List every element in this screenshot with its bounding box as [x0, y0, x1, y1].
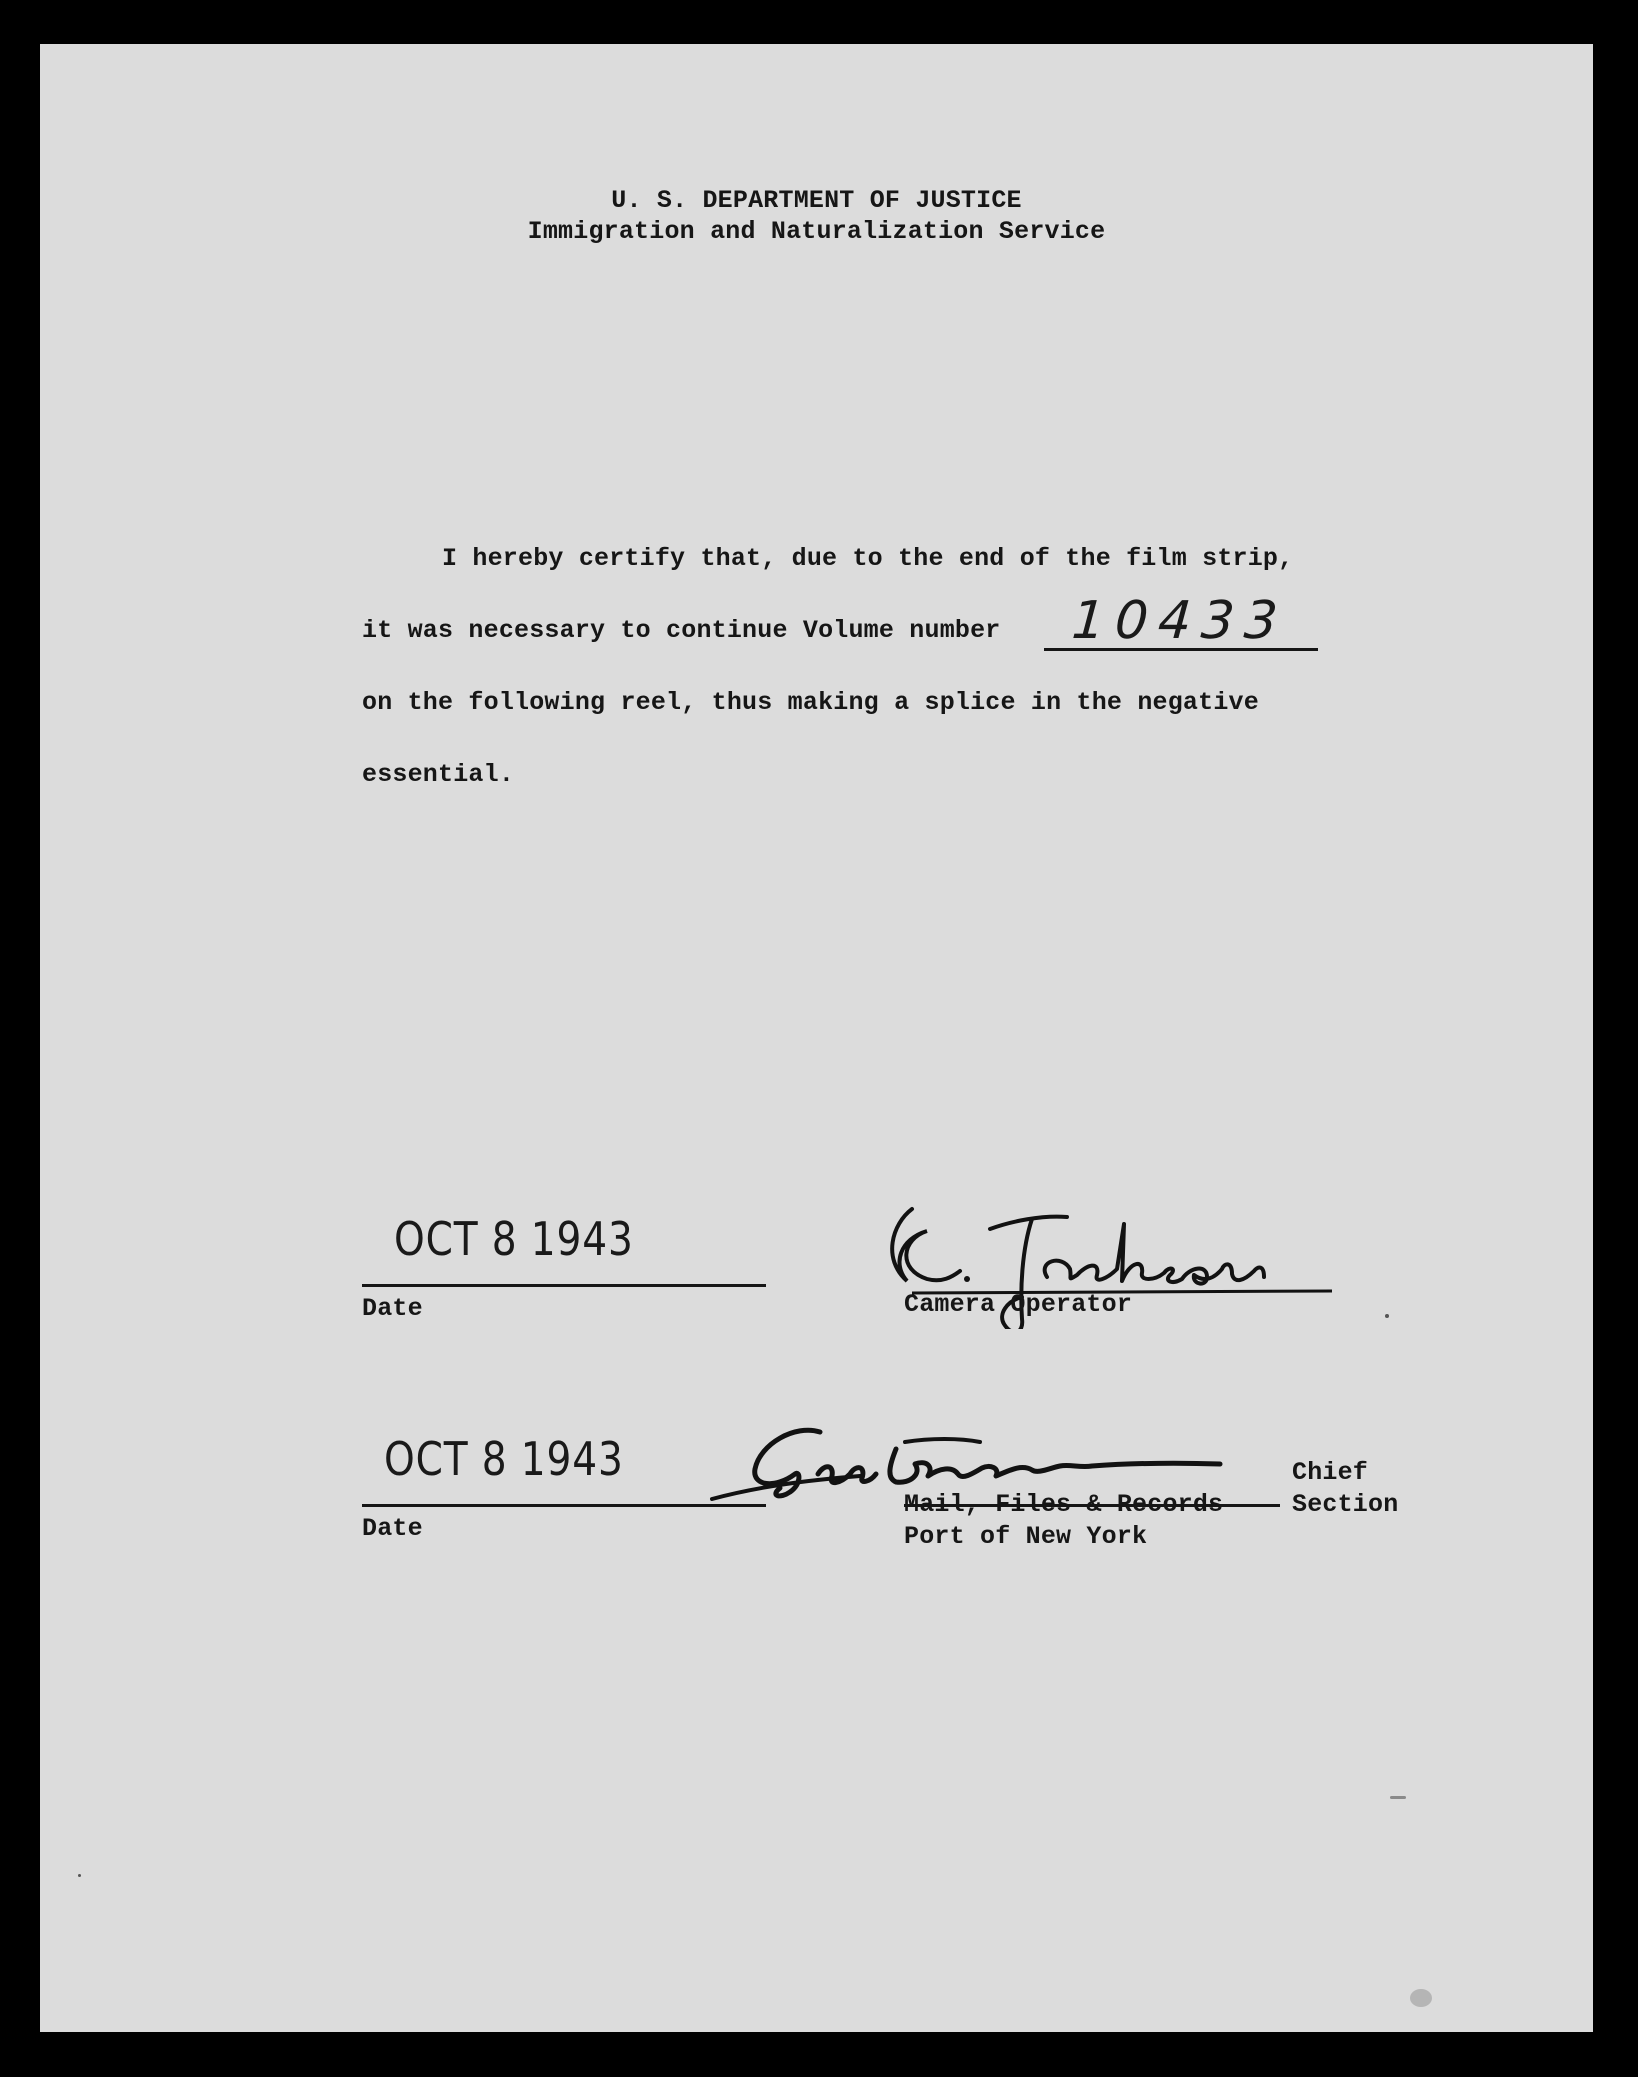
- scan-speck: [1390, 1796, 1406, 1799]
- title-line-1: Mail, Files & Records: [904, 1490, 1224, 1519]
- date-label-1: Date: [362, 1294, 423, 1323]
- title-line-2: Port of New York: [904, 1522, 1148, 1551]
- date-underline-1: [362, 1284, 766, 1287]
- document-page: [40, 44, 1593, 2032]
- title-chief: Chief: [1292, 1458, 1369, 1487]
- header-service: Immigration and Naturalization Service: [527, 217, 1106, 246]
- body-line-3: on the following reel, thus making a splice in the negative: [362, 688, 1259, 717]
- body-line-2: it was necessary to continue Volume number: [362, 616, 1001, 645]
- body-line-1: I hereby certify that, due to the end of the film strip,: [442, 544, 1294, 573]
- volume-number: 10433: [1069, 591, 1290, 651]
- scan-speck: [1410, 1989, 1432, 2007]
- header-department: U. S. DEPARTMENT OF JUSTICE: [611, 186, 1022, 215]
- body-line-4: essential.: [362, 760, 515, 789]
- scan-speck: [78, 1874, 81, 1877]
- date-stamp-1: OCT 8 1943: [394, 1212, 634, 1266]
- date-label-2: Date: [362, 1514, 423, 1543]
- signer-title-1: Camera Operator: [904, 1290, 1133, 1319]
- date-stamp-2: OCT 8 1943: [384, 1432, 624, 1486]
- scan-speck: [1385, 1314, 1389, 1318]
- title-section: Section: [1292, 1490, 1399, 1519]
